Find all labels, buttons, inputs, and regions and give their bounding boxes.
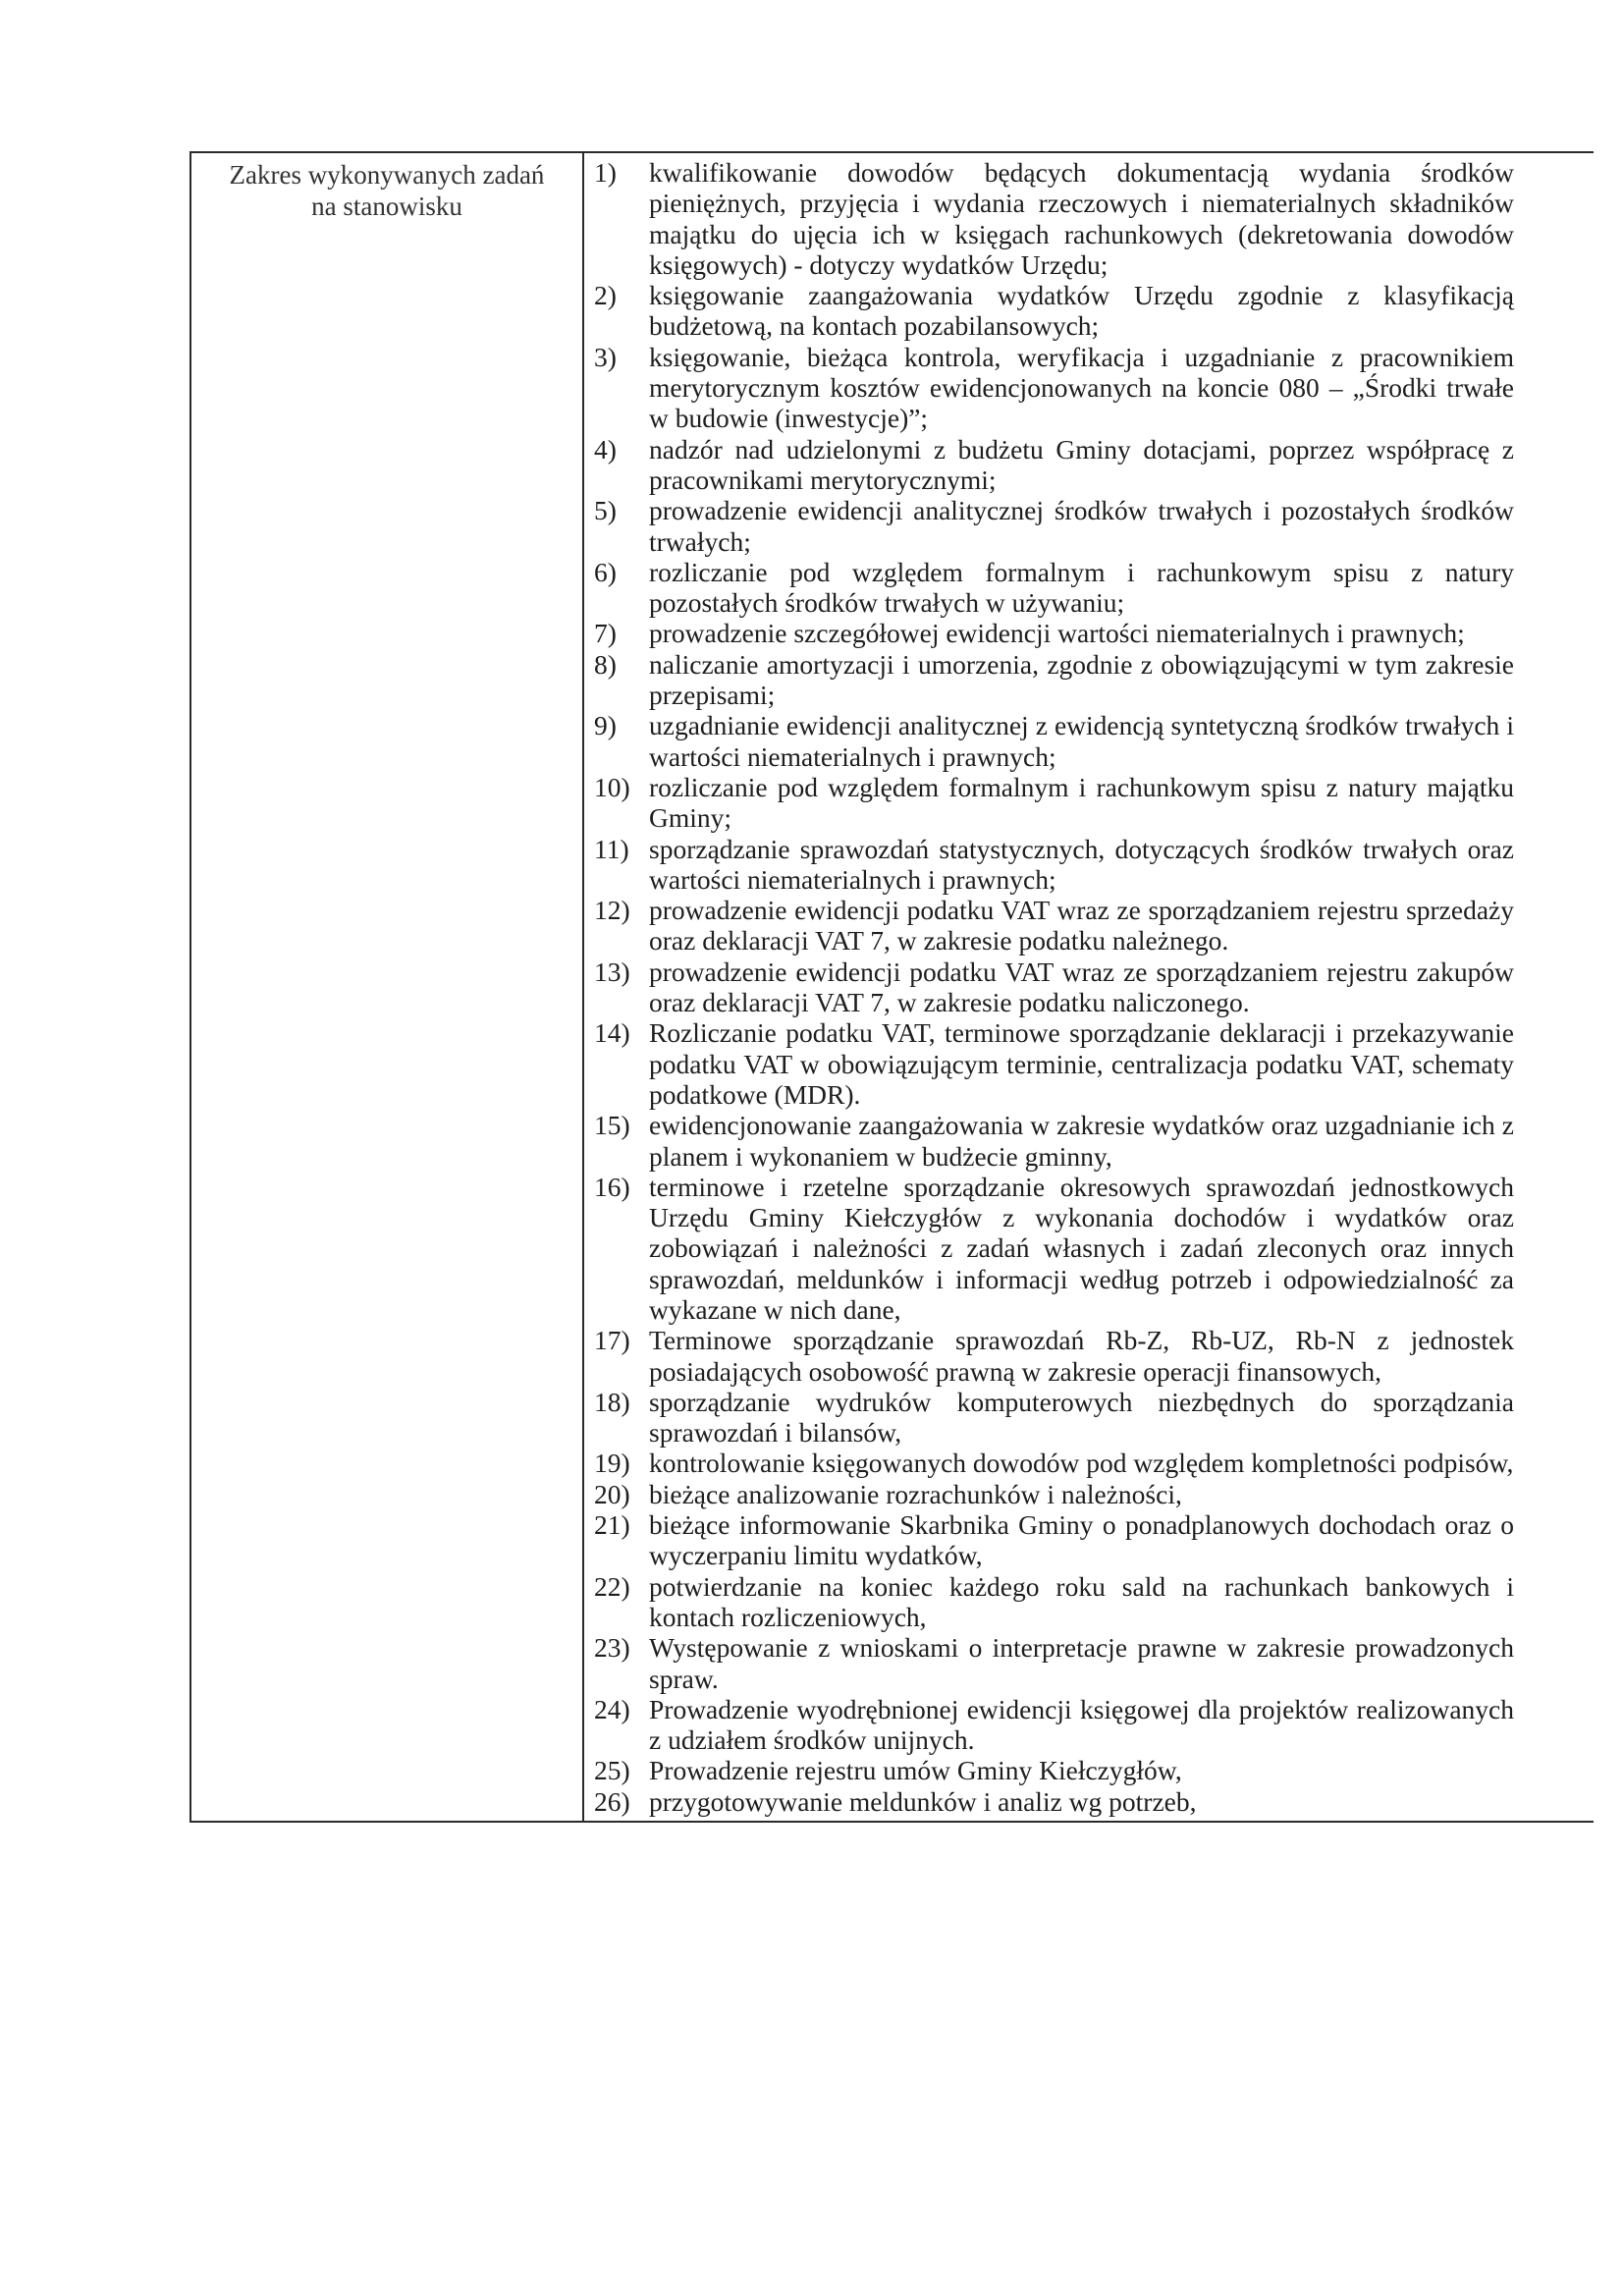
task-number: 7) <box>594 618 617 649</box>
task-number: 8) <box>594 648 617 680</box>
task-item <box>586 1786 1514 1817</box>
duties-table <box>189 151 1594 1823</box>
task-number: 15) <box>594 1110 630 1141</box>
task-item <box>586 1694 1514 1756</box>
task-number: 22) <box>594 1570 630 1602</box>
task-item <box>586 1448 1514 1478</box>
task-item <box>586 834 1514 896</box>
task-text: prowadzenie ewidencji analitycznej środków trwałych i pozostałych środków trwałych; <box>649 495 1514 557</box>
task-item <box>586 1755 1514 1785</box>
task-item <box>586 1110 1514 1172</box>
task-number: 5) <box>594 495 617 526</box>
task-item <box>586 434 1514 496</box>
task-text: Prowadzenie rejestru umów Gminy Kiełczygłów, <box>649 1755 1182 1786</box>
task-item <box>586 772 1514 834</box>
task-text: naliczanie amortyzacji i umorzenia, zgodnie z obowiązującymi w tym zakresie przepisami; <box>649 648 1514 711</box>
task-number: 23) <box>594 1632 630 1664</box>
task-item <box>586 710 1514 772</box>
task-text: prowadzenie ewidencji podatku VAT wraz ze sporządzaniem rejestru zakupów oraz deklaracji VAT 7, w zakresie podatku naliczonego. <box>649 956 1514 1018</box>
task-item <box>586 1571 1514 1633</box>
task-item <box>586 895 1514 957</box>
task-text: prowadzenie szczegółowej ewidencji wartości niematerialnych i prawnych; <box>649 618 1465 649</box>
task-text: przygotowywanie meldunków i analiz wg potrzeb, <box>649 1785 1197 1817</box>
task-text: księgowanie zaangażowania wydatków Urzędu zgodnie z klasyfikacją budżetową, na kontach pozabilansowych; <box>649 280 1514 342</box>
task-number: 19) <box>594 1448 630 1479</box>
task-number: 2) <box>594 280 617 311</box>
task-number: 16) <box>594 1171 630 1202</box>
label-text <box>191 153 582 222</box>
task-text: Występowanie z wnioskami o interpretacje prawne w zakresie prowadzonych spraw. <box>649 1632 1514 1694</box>
task-item <box>586 1387 1514 1449</box>
task-item <box>586 557 1514 619</box>
task-number: 21) <box>594 1509 630 1541</box>
task-item <box>586 1172 1514 1325</box>
task-text: terminowe i rzetelne sporządzanie okresowych sprawozdań jednostkowych Urzędu Gminy Kiełczygłów z wykonania dochodów i wydatków oraz zobowiązań i należności z zadań własnych i zadań zleconych oraz innych sprawozdań, meldunków i informacji według potrzeb i odpowiedzialność za wykazane w nich dane, <box>649 1171 1514 1325</box>
task-text: kontrolowanie księgowanych dowodów pod względem kompletności podpisów, <box>649 1448 1514 1479</box>
task-text: uzgadnianie ewidencji analitycznej z ewidencją syntetyczną środków trwałych i wartości niematerialnych i prawnych; <box>649 710 1514 772</box>
task-text: kwalifikowanie dowodów będących dokumentacją wydania środków pieniężnych, przyjęcia i wydania rzeczowych i niematerialnych składników majątku do ujęcia ich w księgach rachunkowych (dekretowania dowodów księgowych) - dotyczy wydatków Urzędu; <box>649 157 1514 280</box>
task-text: sporządzanie sprawozdań statystycznych, dotyczących środków trwałych oraz wartości niematerialnych i prawnych; <box>649 833 1514 895</box>
task-text: ewidencjonowanie zaangażowania w zakresie wydatków oraz uzgadnianie ich z planem i wykonaniem w budżecie gminny, <box>649 1110 1514 1172</box>
task-number: 25) <box>594 1755 630 1786</box>
task-number: 12) <box>594 895 630 926</box>
task-number: 9) <box>594 710 617 741</box>
task-number: 24) <box>594 1693 630 1724</box>
task-text: bieżące informowanie Skarbnika Gminy o ponadplanowych dochodach oraz o wyczerpaniu limitu wydatków, <box>649 1509 1514 1571</box>
task-number: 20) <box>594 1478 630 1509</box>
task-text: potwierdzanie na koniec każdego roku sald na rachunkach bankowych i kontach rozliczeniowych, <box>649 1570 1514 1632</box>
task-item <box>586 957 1514 1018</box>
label-line-2: na stanowisku <box>311 191 462 221</box>
task-number: 6) <box>594 556 617 587</box>
task-item <box>586 157 1514 280</box>
task-item <box>586 1509 1514 1571</box>
task-number: 14) <box>594 1017 630 1049</box>
task-number: 4) <box>594 433 617 465</box>
task-number: 17) <box>594 1325 630 1356</box>
task-text: prowadzenie ewidencji podatku VAT wraz ze sporządzaniem rejestru sprzedaży oraz deklaracji VAT 7, w zakresie podatku należnego. <box>649 895 1514 957</box>
task-number: 10) <box>594 771 630 802</box>
task-number: 18) <box>594 1386 630 1417</box>
task-item <box>586 495 1514 557</box>
task-item <box>586 1632 1514 1694</box>
task-number: 13) <box>594 956 630 987</box>
label-cell <box>191 153 584 1821</box>
task-text: Rozliczanie podatku VAT, terminowe sporządzanie deklaracji i przekazywanie podatku VAT w obowiązującym terminie, centralizacja podatku VAT, schematy podatkowe (MDR). <box>649 1017 1514 1110</box>
task-item <box>586 1479 1514 1509</box>
tasks-cell <box>586 153 1514 1817</box>
task-item <box>586 618 1514 648</box>
tasks-list <box>586 153 1514 1817</box>
label-line-1: Zakres wykonywanych zadań <box>229 160 545 190</box>
task-text: księgowanie, bieżąca kontrola, weryfikacja i uzgadnianie z pracownikiem merytorycznym kosztów ewidencjonowanych na koncie 080 – „Środki trwałe w budowie (inwestycje)”; <box>649 341 1514 434</box>
task-text: rozliczanie pod względem formalnym i rachunkowym spisu z natury pozostałych środków trwałych w używaniu; <box>649 556 1514 619</box>
task-number: 11) <box>594 833 629 864</box>
task-item <box>586 649 1514 711</box>
task-text: nadzór nad udzielonymi z budżetu Gminy dotacjami, poprzez współpracę z pracownikami merytorycznymi; <box>649 433 1514 495</box>
task-item <box>586 342 1514 434</box>
task-text: bieżące analizowanie rozrachunków i należności, <box>649 1478 1182 1509</box>
task-item <box>586 280 1514 342</box>
task-item <box>586 1017 1514 1110</box>
task-number: 26) <box>594 1785 630 1817</box>
task-item <box>586 1325 1514 1387</box>
task-number: 1) <box>594 157 617 188</box>
task-text: rozliczanie pod względem formalnym i rachunkowym spisu z natury majątku Gminy; <box>649 771 1514 834</box>
task-text: Prowadzenie wyodrębnionej ewidencji księgowej dla projektów realizowanych z udziałem środków unijnych. <box>649 1693 1514 1756</box>
task-number: 3) <box>594 341 617 372</box>
task-text: sporządzanie wydruków komputerowych niezbędnych do sporządzania sprawozdań i bilansów, <box>649 1386 1514 1449</box>
task-text: Terminowe sporządzanie sprawozdań Rb-Z, Rb-UZ, Rb-N z jednostek posiadających osobowość prawną w zakresie operacji finansowych, <box>649 1325 1514 1387</box>
